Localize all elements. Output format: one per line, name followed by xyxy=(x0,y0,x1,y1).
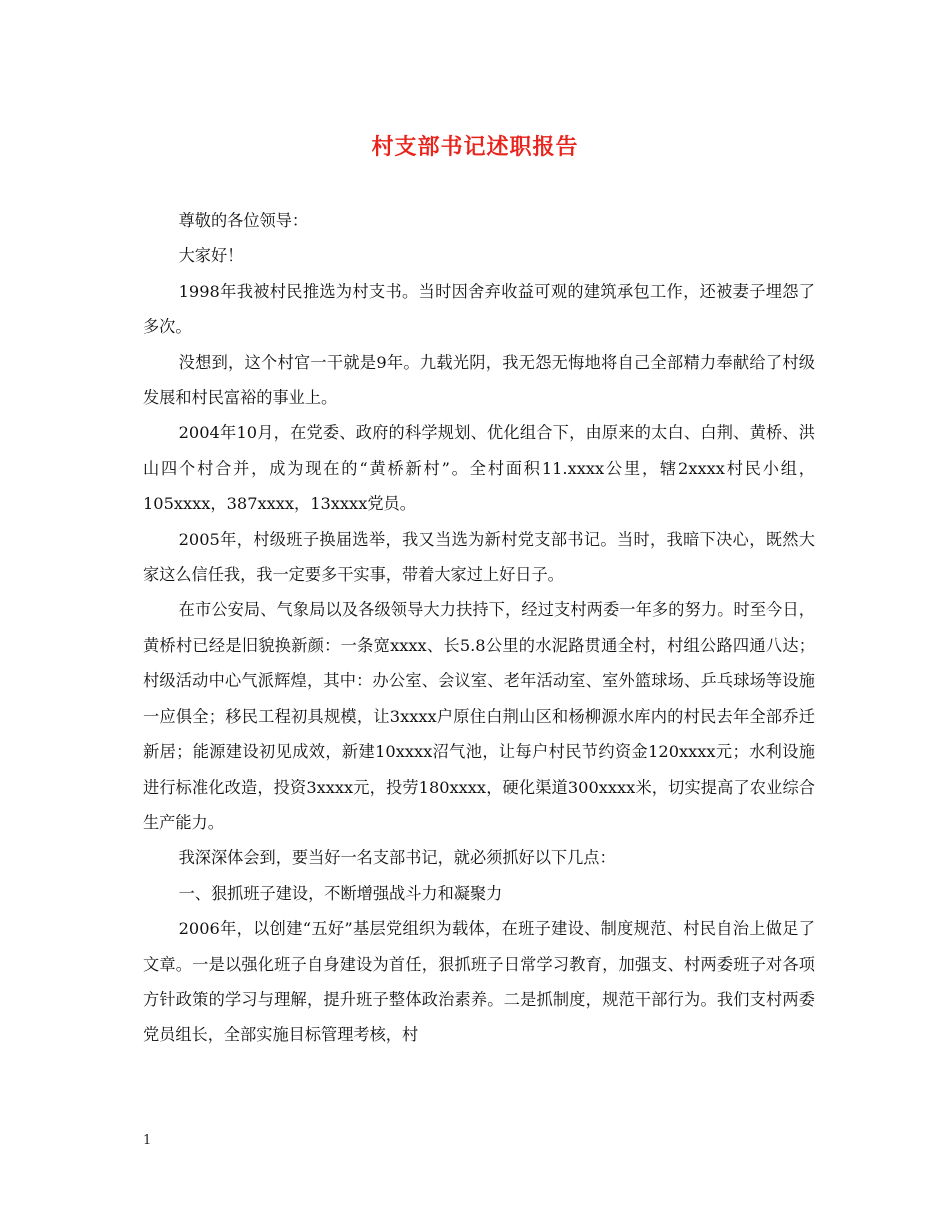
body-paragraph: 2004年10月，在党委、政府的科学规划、优化组合下，由原来的太白、白荆、黄桥、洪山四个村合并，成为现在的“黄桥新村”。全村面积11.xxxx公里，辖2xxxx村民小组，105xxxx，387xxxx，13xxxx党员。 xyxy=(143,423,815,514)
body-paragraph: 我深深体会到，要当好一名支部书记，就必须抓好以下几点： xyxy=(178,848,616,868)
body-paragraph: 2006年，以创建“五好”基层党组织为载体，在班子建设、制度规范、村民自治上做足了文章。一是以强化班子自身建设为首任，狠抓班子日常学习教育，加强支、村两委班子对各项方针政策的学习与理解，提升班子整体政治素养。二是抓制度，规范干部行为。我们支村两委党员组长，全部实施目标管理考核，村 xyxy=(143,919,815,1045)
page-number: 1 xyxy=(143,1133,152,1148)
document-title: 村支部书记述职报告 xyxy=(371,134,579,160)
body-paragraph: 在市公安局、气象局以及各级领导大力扶持下，经过支村两委一年多的努力。时至今日，黄桥村已经是旧貌换新颜：一条宽xxxx、长5.8公里的水泥路贯通全村，村组公路四通八达；村级活动中心气派辉煌，其中：办公室、会议室、老年活动室、室外篮球场、乒乓球场等设施一应俱全；移民工程初具规模，让3xxxx户原住白荆山区和杨柳源水库内的村民去年全部乔迁新居；能源建设初见成效，新建10xxxx沼气池，让每户村民节约资金120xxxx元；水利设施进行标准化改造，投资3xxxx元，投劳180xxxx，硬化渠道300xxxx米，切实提高了农业综合生产能力。 xyxy=(143,600,815,832)
body-paragraph: 没想到，这个村官一干就是9年。九载光阴，我无怨无悔地将自己全部精力奉献给了村级发展和村民富裕的事业上。 xyxy=(143,352,815,408)
salutation: 尊敬的各位领导： xyxy=(178,211,309,230)
greeting: 大家好！ xyxy=(178,246,244,266)
section-heading: 一、狠抓班子建设，不断增强战斗力和凝聚力 xyxy=(178,883,503,903)
body-paragraph: 2005年，村级班子换届选举，我又当选为新村党支部书记。当时，我暗下决心，既然大家这么信任我，我一定要多干实事，带着大家过上好日子。 xyxy=(143,529,815,585)
body-paragraph: 1998年我被村民推选为村支书。当时因舍弃收益可观的建筑承包工作，还被妻子埋怨了多次。 xyxy=(143,281,815,337)
document-body xyxy=(143,203,815,1053)
